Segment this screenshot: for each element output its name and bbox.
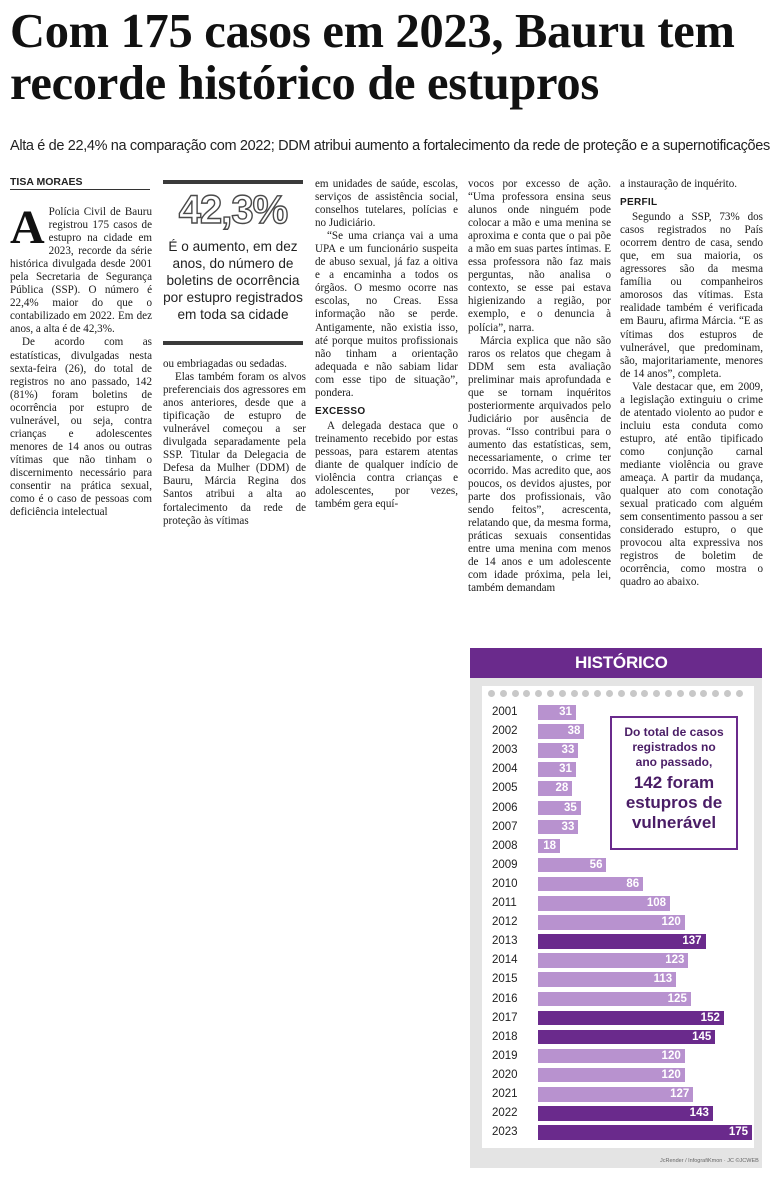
year-label-2018: 2018 [492, 1030, 518, 1043]
column-4 [468, 178, 611, 596]
decorative-dot [559, 690, 566, 697]
year-label-2022: 2022 [492, 1107, 518, 1120]
bar-value-2002: 38 [567, 725, 581, 738]
bar-value-2006: 35 [564, 801, 577, 814]
bar-value-2013: 137 [682, 935, 702, 948]
paragraph: vocos por excesso de ação. “Uma professora ensina seus alunos onde ninguém pode colocar a mão e uma menina se aproxima e conta que o pai põe a mão em suas partes íntimas. E essa professora não faz mais perguntas, não analisa o contexto, se esse pai estava higienizando a região, por exemplo, e o denuncia à polícia”, narra. [468, 178, 611, 334]
chart-annotation [610, 716, 738, 850]
decorative-dot [653, 690, 660, 697]
decorative-dot [689, 690, 696, 697]
decorative-dot [523, 690, 530, 697]
paragraph: Polícia Civil de Bauru registrou 175 casos de estupro na cidade em 2023, recorde da série histórica divulgada desde 2001 pela Secretaria de Segurança Pública (SSP). O número é 22,4% maior do que o contabilizado em 2022. Em dez anos, a alta é de 42,3%. [10, 206, 152, 336]
year-label-2019: 2019 [492, 1049, 518, 1062]
year-label-2001: 2001 [492, 706, 518, 718]
bar-value-2001: 31 [559, 706, 572, 718]
bar-value-2021: 127 [670, 1088, 690, 1100]
bar-value-2010: 86 [626, 877, 640, 890]
decorative-dot [500, 690, 507, 697]
decorative-dot [736, 690, 743, 697]
decorative-dot [630, 690, 637, 697]
bar-value-2016: 125 [667, 992, 687, 1005]
section-heading-excesso: EXCESSO [315, 405, 366, 417]
paragraph: Vale destacar que, em 2009, a legislação extinguiu o crime de atentado violento ao pudor e incluiu esta conduta como estupro, até então tipificado como conjunção carnal mediante violência ou grave ameaça. A partir da mudança, qualquer ato com conotação sexual praticado com alguém sem consentimento passou a ser considerado estupro, o que provocou alta expressiva nos registros de boletim de ocorrência, como mostra o quadro ao abaixo. [620, 380, 763, 589]
bar-value-2005: 28 [555, 782, 569, 795]
bar-value-2003: 33 [561, 744, 575, 757]
decorative-dot [582, 690, 589, 697]
year-label-2017: 2017 [492, 1011, 518, 1024]
paragraph: a instauração de inquérito. [620, 178, 738, 190]
callout-text: É o aumento, em dez anos, do número de boletins de ocorrência por estupro registrados em toda sa cidade [163, 239, 303, 322]
annotation-line-2: 142 foram estupros de vulnerável [625, 773, 723, 832]
decorative-dot [618, 690, 625, 697]
bar-value-2015: 113 [653, 973, 673, 986]
year-label-2013: 2013 [492, 935, 518, 948]
bar-value-2007: 33 [561, 820, 575, 833]
paragraph: “Se uma criança vai a uma UPA e um funcionário suspeita de abuso sexual, já faz a oitiva e a encaminha a todos os órgãos. O mesmo ocorre nas escolas, no Creas. Essa informação não se perde. Antigamente, não existia isso, até porque muitos profissionais não tinham a orientação adequada e não sabiam lidar com esse tipo de situação”, pondera. [315, 230, 458, 399]
credit: JcRender / InfografiKmon · JC ©JCWEB [660, 1158, 759, 1164]
chart-panel [482, 686, 754, 1148]
year-label-2006: 2006 [492, 801, 518, 814]
year-label-2015: 2015 [492, 973, 518, 986]
year-label-2014: 2014 [492, 954, 518, 967]
year-label-2016: 2016 [492, 992, 518, 1005]
year-label-2012: 2012 [492, 916, 518, 929]
historico-chart [470, 648, 762, 1168]
year-label-2020: 2020 [492, 1068, 518, 1081]
bar-value-2008: 18 [543, 839, 556, 852]
decorative-dot [641, 690, 648, 697]
paragraph: De acordo com as estatísticas, divulgadas nesta sexta-feira (26), do total de registros no ano passado, 142 (81%) foram boletins de ocorrência por estupro de vulnerável, ou seja, contra crianças e adolescentes menores de 14 anos ou outras vítimas que não tinham o discernimento necessário para consentir na prática sexual, como é o caso de pessoas com deficiência intelectual [10, 336, 152, 519]
bar-value-2014: 123 [665, 954, 685, 967]
bar-value-2018: 145 [692, 1030, 712, 1043]
decorative-dot [712, 690, 719, 697]
paragraph: ou embriagadas ou sedadas. [163, 358, 287, 370]
bar-value-2019: 120 [661, 1049, 681, 1062]
column-3 [315, 178, 458, 511]
annotation-line-1: Do total de casos registrados no ano passado, [624, 725, 724, 769]
year-label-2005: 2005 [492, 782, 518, 795]
decorative-dot [488, 690, 495, 697]
byline: TISA MORAES [10, 176, 150, 190]
decorative-dot [677, 690, 684, 697]
year-label-2003: 2003 [492, 744, 518, 757]
section-heading-perfil: PERFIL [620, 197, 658, 209]
year-label-2004: 2004 [492, 763, 518, 776]
year-label-2010: 2010 [492, 877, 518, 890]
year-label-2007: 2007 [492, 820, 518, 833]
paragraph: Elas também foram os alvos preferenciais dos agressores em anos anteriores, desde que a tipificação de estupro de vulnerável começou a ser divulgada separadamente pela SSP. Titular da Delegacia de Defesa da Mulher (DDM) de Bauru, Márcia Regina dos Santos atribui a alta ao fortalecimento da rede de proteção às vítimas [163, 371, 306, 527]
decorative-dot [665, 690, 672, 697]
subheadline: Alta é de 22,4% na comparação com 2022; DDM atribui aumento a fortalecimento da rede de proteção e a supernotificações [10, 138, 770, 154]
year-label-2008: 2008 [492, 839, 518, 852]
year-label-2009: 2009 [492, 858, 518, 871]
paragraph: em unidades de saúde, escolas, serviços de assistência social, conselhos tutelares, polícias e no Judiciário. [315, 178, 458, 230]
dropcap: A [10, 201, 45, 254]
decorative-dot [724, 690, 731, 697]
decorative-dot [512, 690, 519, 697]
column-1 [10, 201, 152, 519]
decorative-dot [594, 690, 601, 697]
paragraph: Segundo a SSP, 73% dos casos registrados no País ocorrem dentro de casa, sendo que, em sua maioria, os agressores são da mesma família ou companheiros amorosos das vítimas. Esta realidade também é verificada em Bauru, afirma Márcia. “E as vítimas dos estupros de vulnerável, que predominam, são, majoritariamente, menores de 14 anos”, completa. [620, 211, 763, 380]
callout-box [163, 180, 303, 345]
year-label-2021: 2021 [492, 1088, 518, 1100]
bar-value-2012: 120 [661, 916, 681, 929]
column-2 [163, 358, 306, 528]
year-label-2011: 2011 [492, 897, 517, 909]
headline: Com 175 casos em 2023, Bauru tem recorde histórico de estupros [10, 5, 735, 110]
decorative-dot [606, 690, 613, 697]
bar-value-2004: 31 [559, 763, 572, 776]
callout-value: 42,3% [178, 188, 288, 232]
chart-title: HISTÓRICO [470, 648, 762, 678]
year-label-2002: 2002 [492, 725, 518, 738]
column-5 [620, 178, 763, 589]
bar-2023 [538, 1125, 752, 1140]
paragraph: A delegada destaca que o treinamento recebido por estas pessoas, para estarem atentas diante de qualquer indício de violência contra crianças e adolescentes, por vezes, também gera equí- [315, 419, 458, 511]
bar-value-2022: 143 [689, 1107, 709, 1120]
decorative-dot [547, 690, 554, 697]
bar-value-2011: 108 [646, 897, 667, 909]
decorative-dot [571, 690, 578, 697]
decorative-dot [535, 690, 542, 697]
bar-value-2023: 175 [728, 1126, 748, 1139]
bar-value-2017: 152 [700, 1011, 720, 1024]
paragraph: Márcia explica que não são raros os relatos que chegam à DDM sem esta avaliação preliminar mais aprofundada e que se tornam inquéritos posteriormente arquivados pelo Judiciário por ausência de provas. “Isso contribui para o aumento das estatísticas, sem, necessariamente, o crime ter ocorrido. Mas acredito que, aos poucos, os devidos ajustes, por parte dos profissionais, vão sendo feitos”, acrescenta, relatando que, da mesma forma, práticas sexuais consentidas entre uma menina com menos de 14 anos e um adolescente com idade próxima, pela lei, também demandam [468, 334, 611, 595]
bar-value-2009: 56 [589, 858, 603, 871]
decorative-dot [700, 690, 707, 697]
bar-value-2020: 120 [661, 1068, 681, 1081]
year-label-2023: 2023 [492, 1126, 518, 1139]
